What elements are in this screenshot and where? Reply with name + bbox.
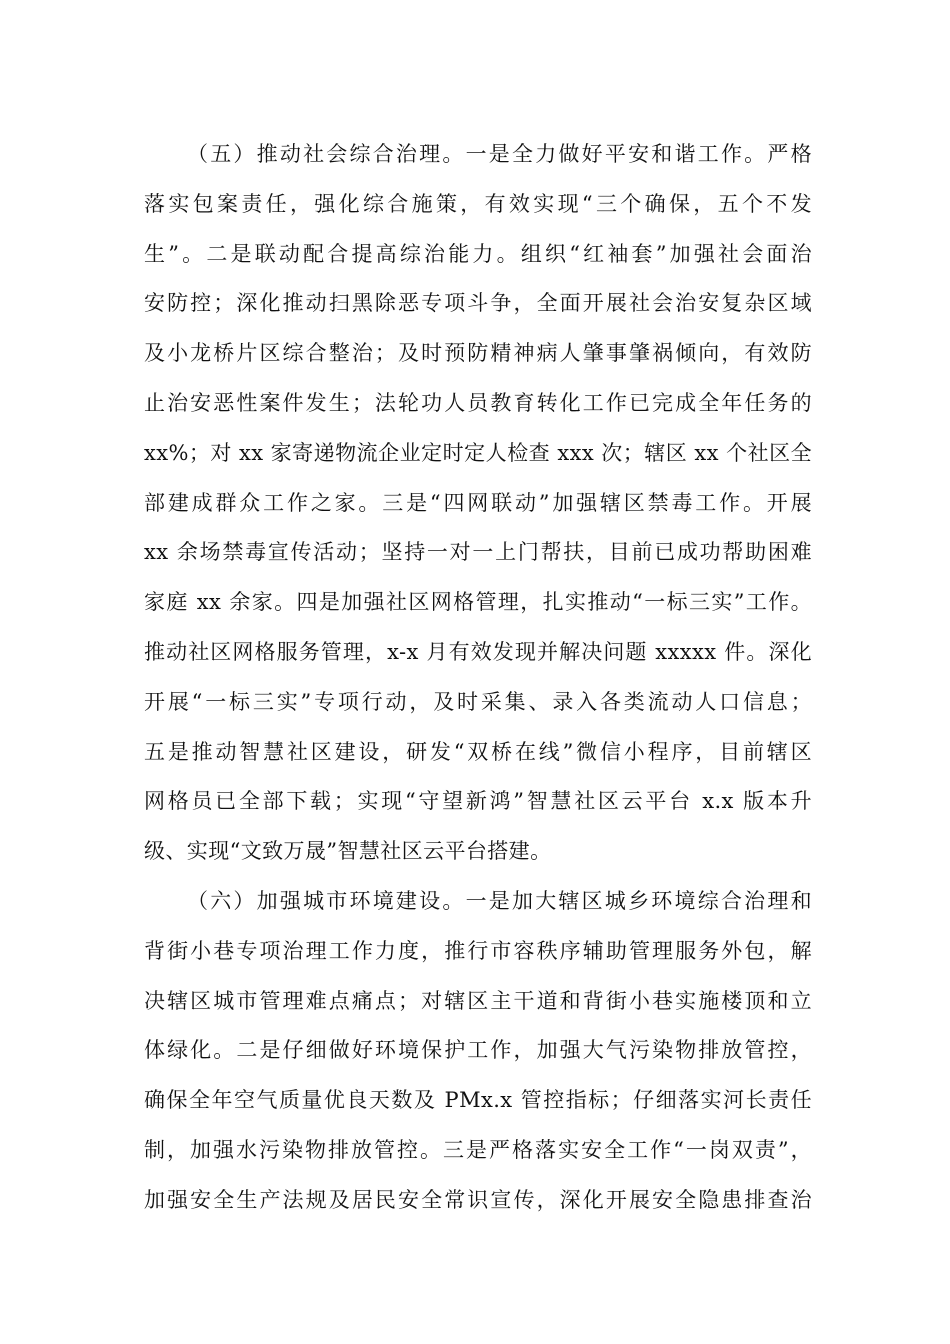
paragraph-line: （五）推动社会综合治理。一是全力做好平安和谐工作。严格 xyxy=(187,142,812,166)
paragraph-line: 部建成群众工作之家。三是“四网联动”加强辖区禁毒工作。开展 xyxy=(144,490,812,515)
paragraph-line: 体绿化。二是仔细做好环境保护工作，加强大气污染物排放管控， xyxy=(144,1038,812,1063)
paragraph-line: 背街小巷专项治理工作力度，推行市容秩序辅助管理服务外包，解 xyxy=(144,938,812,963)
paragraph-line: （六）加强城市环境建设。一是加大辖区城乡环境综合治理和 xyxy=(187,888,812,913)
paragraph-line: 及小龙桥片区综合整治；及时预防精神病人肇事肇祸倾向，有效防 xyxy=(144,341,812,366)
paragraph-line: 落实包案责任，强化综合施策，有效实现“三个确保，五个不发 xyxy=(144,191,812,216)
paragraph-line: 生”。二是联动配合提高综治能力。组织“红袖套”加强社会面治 xyxy=(144,241,812,266)
paragraph-line: 网格员已全部下载；实现“守望新鸿”智慧社区云平台 x.x 版本升 xyxy=(144,789,812,814)
paragraph-line-last: 级、实现“文致万晟”智慧社区云平台搭建。 xyxy=(144,839,552,864)
paragraph-line: 开展“一标三实”专项行动，及时采集、录入各类流动人口信息； xyxy=(144,689,812,714)
paragraph-line: 制，加强水污染物排放管控。三是严格落实安全工作“一岗双责”， xyxy=(144,1137,812,1162)
paragraph-line: 安防控；深化推动扫黑除恶专项斗争，全面开展社会治安复杂区域 xyxy=(144,291,812,316)
paragraph-line: 确保全年空气质量优良天数及 PMx.x 管控指标；仔细落实河长责任 xyxy=(144,1088,812,1113)
paragraph-line: xx 余场禁毒宣传活动；坚持一对一上门帮扶，目前已成功帮助困难 xyxy=(144,540,812,565)
paragraph-line: 家庭 xx 余家。四是加强社区网格管理，扎实推动“一标三实”工作。 xyxy=(144,590,812,615)
document-body xyxy=(144,130,812,1226)
paragraph-line: 推动社区网格服务管理，x-x 月有效发现并解决问题 xxxxx 件。深化 xyxy=(144,639,812,664)
paragraph-5 xyxy=(144,130,812,877)
paragraph-line: 加强安全生产法规及居民安全常识宣传，深化开展安全隐患排查治 xyxy=(144,1187,812,1212)
paragraph-line: 止治安恶性案件发生；法轮功人员教育转化工作已完成全年任务的 xyxy=(144,390,812,415)
paragraph-6 xyxy=(144,877,812,1226)
paragraph-line: xx%；对 xx 家寄递物流企业定时定人检查 xxx 次；辖区 xx 个社区全 xyxy=(144,440,812,465)
paragraph-line: 决辖区城市管理难点痛点；对辖区主干道和背街小巷实施楼顶和立 xyxy=(144,988,812,1013)
paragraph-line: 五是推动智慧社区建设，研发“双桥在线”微信小程序，目前辖区 xyxy=(144,739,812,764)
